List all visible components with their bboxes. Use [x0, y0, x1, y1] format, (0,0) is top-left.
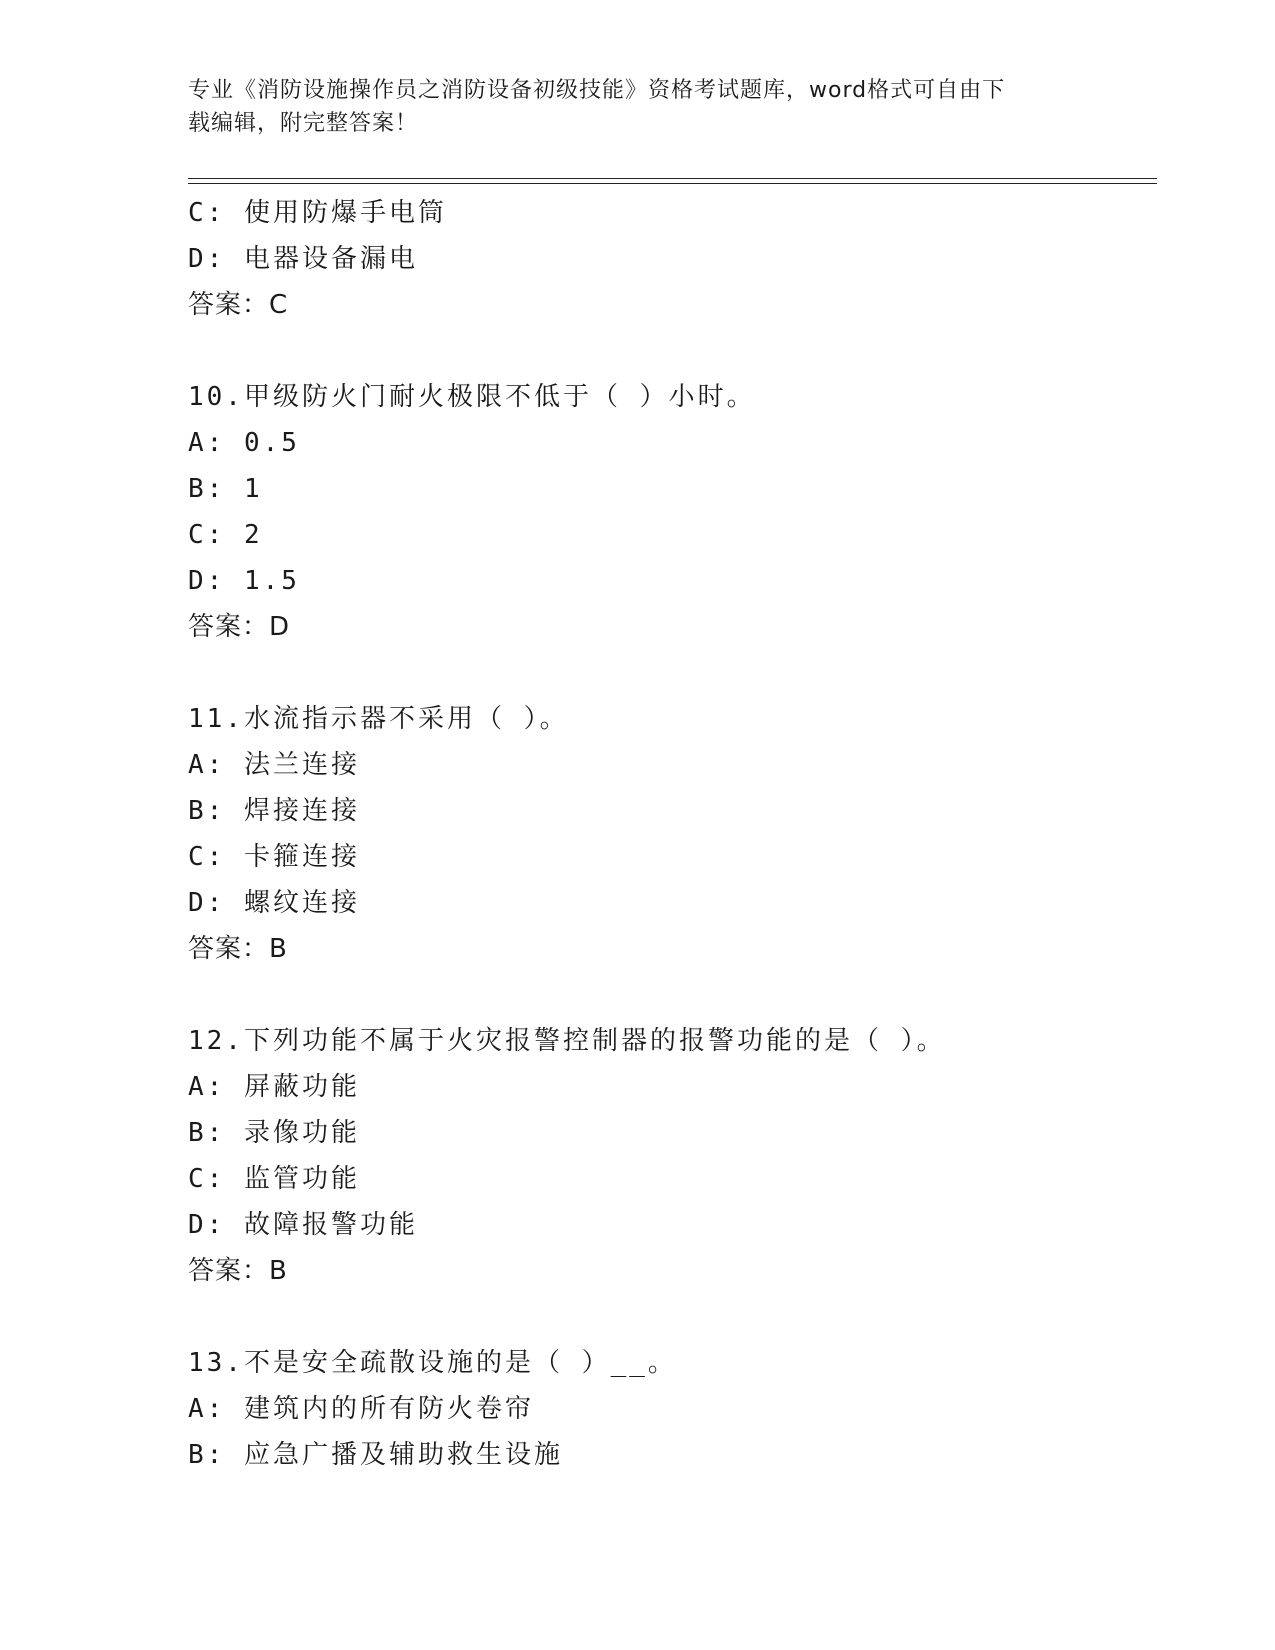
answer: 答案：B: [188, 1256, 288, 1286]
spacer: [188, 972, 1148, 1018]
question-10: [188, 374, 1148, 650]
option-b: B: 录像功能: [188, 1118, 360, 1148]
option-d: D: 1.5: [188, 566, 300, 596]
question-13: [188, 1340, 1148, 1478]
option-b: B: 焊接连接: [188, 796, 360, 826]
option-d: D: 故障报警功能: [188, 1210, 418, 1240]
header-line-1: 专业《消防设施操作员之消防设备初级技能》资格考试题库，word格式可自由下: [188, 78, 1006, 103]
answer: 答案：B: [188, 934, 288, 964]
option-a: A: 屏蔽功能: [188, 1072, 360, 1102]
question-list: [188, 190, 1148, 1478]
spacer: [188, 1294, 1148, 1340]
question-stem: 11.水流指示器不采用（ ）。: [188, 704, 569, 734]
question-9-fragment: [188, 190, 1148, 328]
question-stem: 10.甲级防火门耐火极限不低于（ ）小时。: [188, 382, 756, 412]
header-divider-top: [188, 178, 1157, 179]
option-d: D: 螺纹连接: [188, 888, 360, 918]
spacer: [188, 328, 1148, 374]
option-c: C: 卡箍连接: [188, 842, 360, 872]
option-b: B: 应急广播及辅助救生设施: [188, 1440, 563, 1470]
header-divider-bottom: [188, 183, 1157, 184]
option-d: D: 电器设备漏电: [188, 244, 418, 274]
option-c: C: 使用防爆手电筒: [188, 198, 447, 228]
question-stem: 13.不是安全疏散设施的是（ ）__。: [188, 1348, 677, 1378]
document-header: [188, 74, 1088, 140]
header-line-2: 载编辑，附完整答案！: [188, 111, 419, 136]
question-stem: 12.下列功能不属于火灾报警控制器的报警功能的是（ ）。: [188, 1026, 946, 1056]
option-b: B: 1: [188, 474, 263, 504]
option-c: C: 监管功能: [188, 1164, 360, 1194]
option-a: A: 建筑内的所有防火卷帘: [188, 1394, 534, 1424]
spacer: [188, 650, 1148, 696]
option-a: A: 法兰连接: [188, 750, 360, 780]
option-a: A: 0.5: [188, 428, 300, 458]
question-12: [188, 1018, 1148, 1294]
answer: 答案：D: [188, 612, 291, 642]
option-c: C: 2: [188, 520, 263, 550]
answer: 答案：C: [188, 290, 289, 320]
question-11: [188, 696, 1148, 972]
